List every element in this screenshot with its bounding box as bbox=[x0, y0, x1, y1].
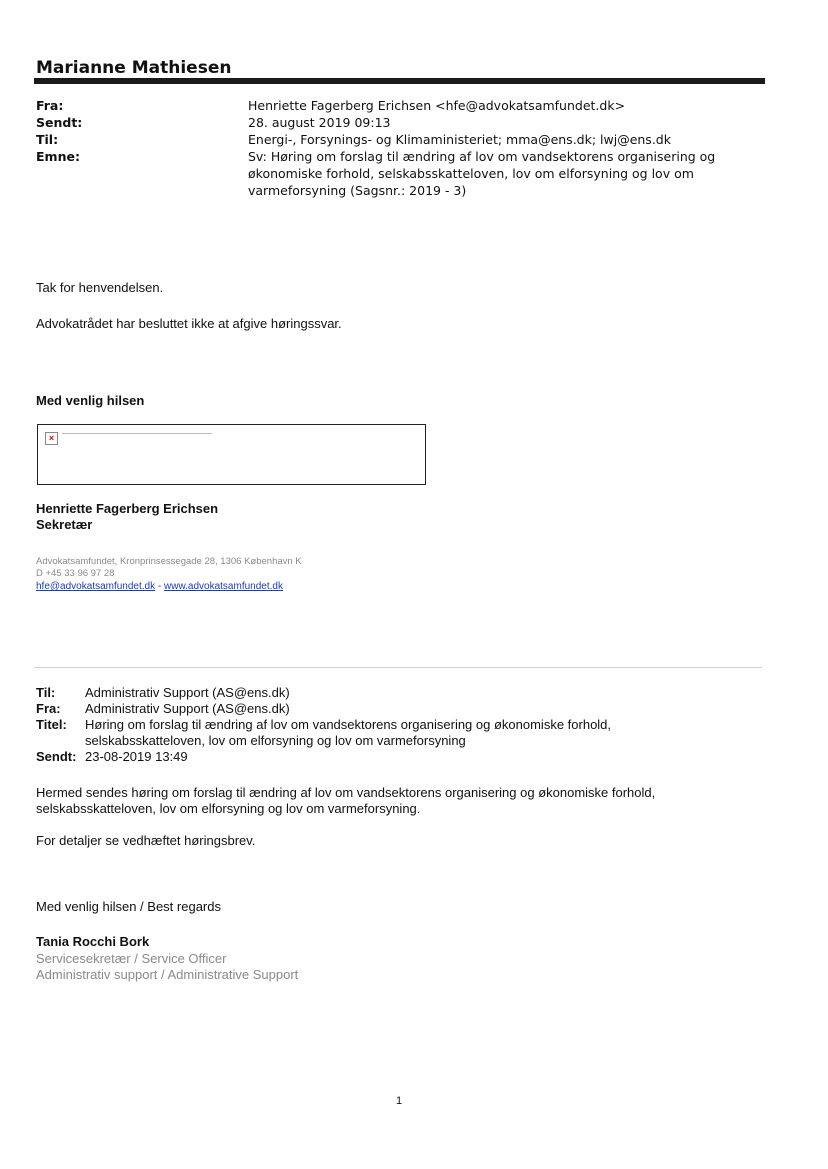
orig-body-line-3: For detaljer se vedhæftet høringsbrev. bbox=[36, 833, 256, 848]
subject-label: Emne: bbox=[36, 149, 80, 164]
image-alt-text-faint bbox=[62, 433, 212, 434]
orig-title-line-2: selskabsskatteloven, lov om elforsyning og lov om varmeforsyning bbox=[85, 733, 466, 748]
website-link[interactable]: www.advokatsamfundet.dk bbox=[164, 581, 283, 592]
link-separator: - bbox=[155, 581, 165, 592]
orig-body-line-1: Hermed sendes høring om forslag til ændring af lov om vandsektorens organisering og økonomiske forhold, bbox=[36, 785, 656, 800]
broken-image-icon: × bbox=[45, 432, 58, 445]
orig-from-value: Administrativ Support (AS@ens.dk) bbox=[85, 701, 290, 716]
page-number: 1 bbox=[396, 1095, 403, 1107]
reply-links-row bbox=[36, 581, 283, 592]
orig-sent-label: Sendt: bbox=[36, 749, 77, 764]
to-value: Energi-, Forsynings- og Klimaministeriet; mma@ens.dk; lwj@ens.dk bbox=[248, 132, 671, 147]
header-divider bbox=[34, 78, 765, 84]
reply-line-2: Advokatrådet har besluttet ikke at afgive høringssvar. bbox=[36, 316, 342, 331]
subject-line-2: økonomiske forhold, selskabsskatteloven, lov om elforsyning og lov om bbox=[248, 166, 694, 181]
reply-greeting: Med venlig hilsen bbox=[36, 393, 145, 408]
mailbox-owner-name: Marianne Mathiesen bbox=[36, 58, 232, 78]
orig-greeting: Med venlig hilsen / Best regards bbox=[36, 899, 221, 914]
orig-title-line-1: Høring om forslag til ændring af lov om vandsektorens organisering og økonomiske forhold, bbox=[85, 717, 612, 732]
orig-signer-role-2: Administrativ support / Administrative Support bbox=[36, 967, 299, 982]
reply-address: Advokatsamfundet, Kronprinsessegade 28, 1306 København K bbox=[36, 556, 302, 567]
sent-value: 28. august 2019 09:13 bbox=[248, 115, 391, 130]
orig-signer-role-1: Servicesekretær / Service Officer bbox=[36, 951, 227, 966]
subject-line-3: varmeforsyning (Sagsnr.: 2019 - 3) bbox=[248, 183, 467, 198]
orig-body-line-2: selskabsskatteloven, lov om elforsyning og lov om varmeforsyning. bbox=[36, 801, 421, 816]
orig-from-label: Fra: bbox=[36, 701, 61, 716]
reply-signer-title: Sekretær bbox=[36, 517, 93, 532]
orig-signer-name: Tania Rocchi Bork bbox=[36, 934, 150, 949]
reply-line-1: Tak for henvendelsen. bbox=[36, 280, 164, 295]
message-separator bbox=[34, 667, 762, 668]
from-value: Henriette Fagerberg Erichsen <hfe@advokatsamfundet.dk> bbox=[248, 98, 626, 113]
orig-to-value: Administrativ Support (AS@ens.dk) bbox=[85, 685, 290, 700]
reply-phone: D +45 33 96 97 28 bbox=[36, 568, 115, 579]
reply-signer-name: Henriette Fagerberg Erichsen bbox=[36, 501, 219, 516]
signature-image-frame bbox=[37, 424, 426, 485]
orig-sent-value: 23-08-2019 13:49 bbox=[85, 749, 188, 764]
sent-label: Sendt: bbox=[36, 115, 83, 130]
from-label: Fra: bbox=[36, 98, 64, 113]
orig-title-label: Titel: bbox=[36, 717, 67, 732]
to-label: Til: bbox=[36, 132, 59, 147]
email-link[interactable]: hfe@advokatsamfundet.dk bbox=[36, 581, 156, 592]
subject-line-1: Sv: Høring om forslag til ændring af lov om vandsektorens organisering og bbox=[248, 149, 716, 164]
orig-to-label: Til: bbox=[36, 685, 56, 700]
